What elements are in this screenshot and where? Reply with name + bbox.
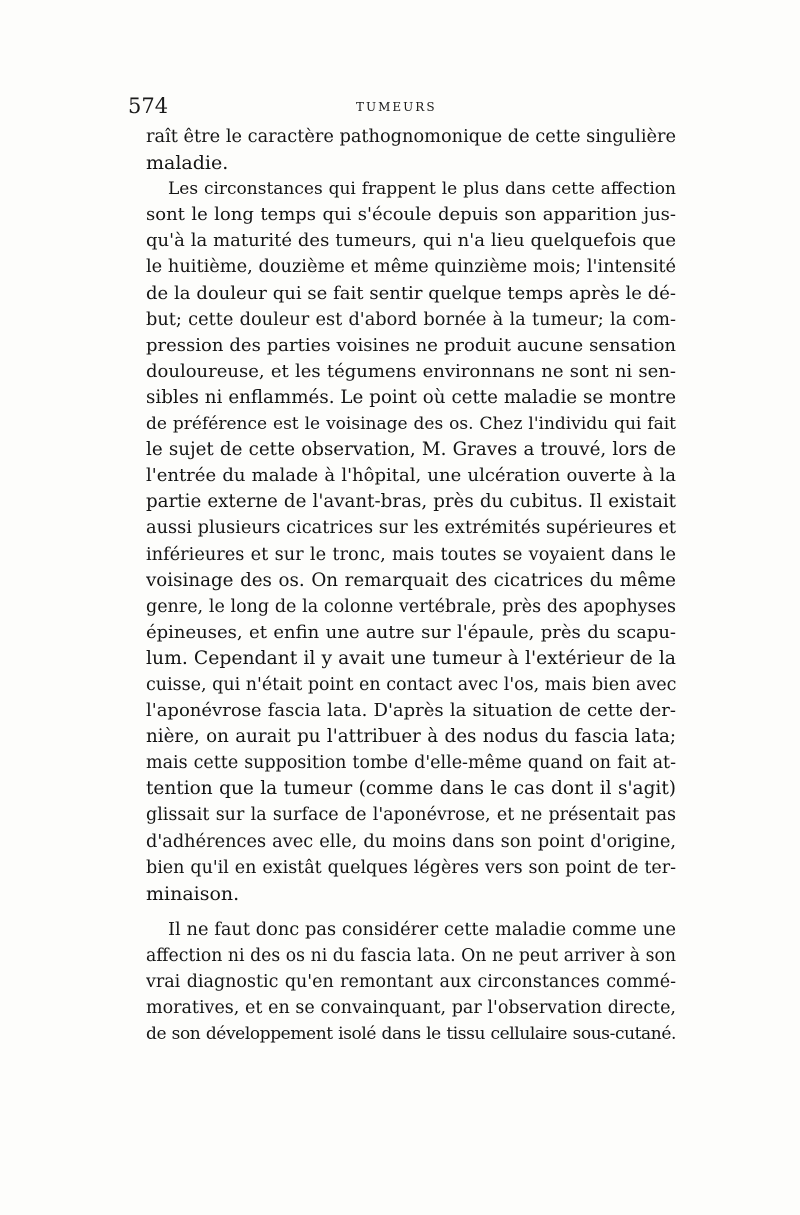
text-line: minaison. <box>146 882 240 905</box>
text-line: aussi plusieurs cicatrices sur les extrémités supérieures et <box>146 518 676 539</box>
paragraph <box>146 124 676 176</box>
text-line: moratives, et en se convainquant, par l'observation directe, <box>146 998 676 1019</box>
text-line: cuisse, qui n'était point en contact avec l'os, mais bien avec <box>146 674 676 695</box>
text-line: voisinage des os. On remarquait des cicatrices du même <box>146 569 676 591</box>
text-line: bien qu'il en existât quelques légères vers son point de ter- <box>146 857 676 878</box>
text-line: Il ne faut donc pas considérer cette maladie comme une <box>168 919 676 940</box>
text-line: mais cette supposition tombe d'elle-même quand on fait at- <box>146 753 676 774</box>
text-line: glissait sur la surface de l'aponévrose, et ne présentait pas <box>146 805 676 826</box>
page-number: 574 <box>128 94 169 118</box>
text-line: sibles ni enflammés. Le point où cette maladie se montre <box>146 386 676 408</box>
text-line: tention que la tumeur (comme dans le cas dont il s'agit) <box>146 778 676 800</box>
text-line: pression des parties voisines ne produit aucune sensation <box>146 334 676 356</box>
paragraph-spacer <box>146 907 676 917</box>
text-line: inférieures et sur le tronc, mais toutes se voyaient dans le <box>146 544 676 565</box>
text-line: qu'à la maturité des tumeurs, qui n'a lieu quelquefois que <box>146 230 676 252</box>
text-line: vrai diagnostic qu'en remontant aux circonstances commé- <box>146 972 676 992</box>
text-line: partie externe de l'avant-bras, près du cubitus. Il existait <box>146 491 676 513</box>
body-text <box>146 124 676 1047</box>
text-line: le huitième, douzième et même quinzième mois; l'intensité <box>146 257 676 278</box>
text-line: l'aponévrose fascia lata. D'après la situation de cette der- <box>146 700 676 722</box>
text-line: but; cette douleur est d'abord bornée à la tumeur; la com- <box>146 309 676 330</box>
paragraph <box>146 917 676 1047</box>
text-line: genre, le long de la colonne vertébrale, près des apophyses <box>146 596 676 617</box>
text-line: de son développement isolé dans le tissu cellulaire sous-cutané. <box>146 1024 676 1045</box>
running-title: TUMEURS <box>356 100 437 114</box>
text-line: maladie. <box>146 152 229 175</box>
text-line: épineuses, et enfin une autre sur l'épaule, près du scapu- <box>146 621 676 643</box>
paragraph <box>146 176 676 907</box>
text-line: l'entrée du malade à l'hôpital, une ulcération ouverte à la <box>146 465 676 487</box>
text-line: Les circonstances qui frappent le plus dans cette affection <box>168 179 676 200</box>
text-line: raît être le caractère pathognomonique de cette singulière <box>146 127 676 147</box>
text-line: lum. Cependant il y avait une tumeur à l'extérieur de la <box>146 647 676 669</box>
text-line: d'adhérences avec elle, du moins dans son point d'origine, <box>146 831 676 852</box>
text-line: affection ni des os ni du fascia lata. On ne peut arriver à son <box>146 945 676 966</box>
text-line: nière, on aurait pu l'attribuer à des nodus du fascia lata; <box>146 726 676 748</box>
text-line: de préférence est le voisinage des os. Chez l'individu qui fait <box>146 414 676 435</box>
text-line: douloureuse, et les tégumens environnans ne sont ni sen- <box>146 360 676 382</box>
text-line: de la douleur qui se fait sentir quelque temps après le dé- <box>146 282 676 304</box>
text-line: le sujet de cette observation, M. Graves a trouvé, lors de <box>146 439 676 461</box>
text-line: sont le long temps qui s'écoule depuis son apparition jus- <box>146 204 676 226</box>
